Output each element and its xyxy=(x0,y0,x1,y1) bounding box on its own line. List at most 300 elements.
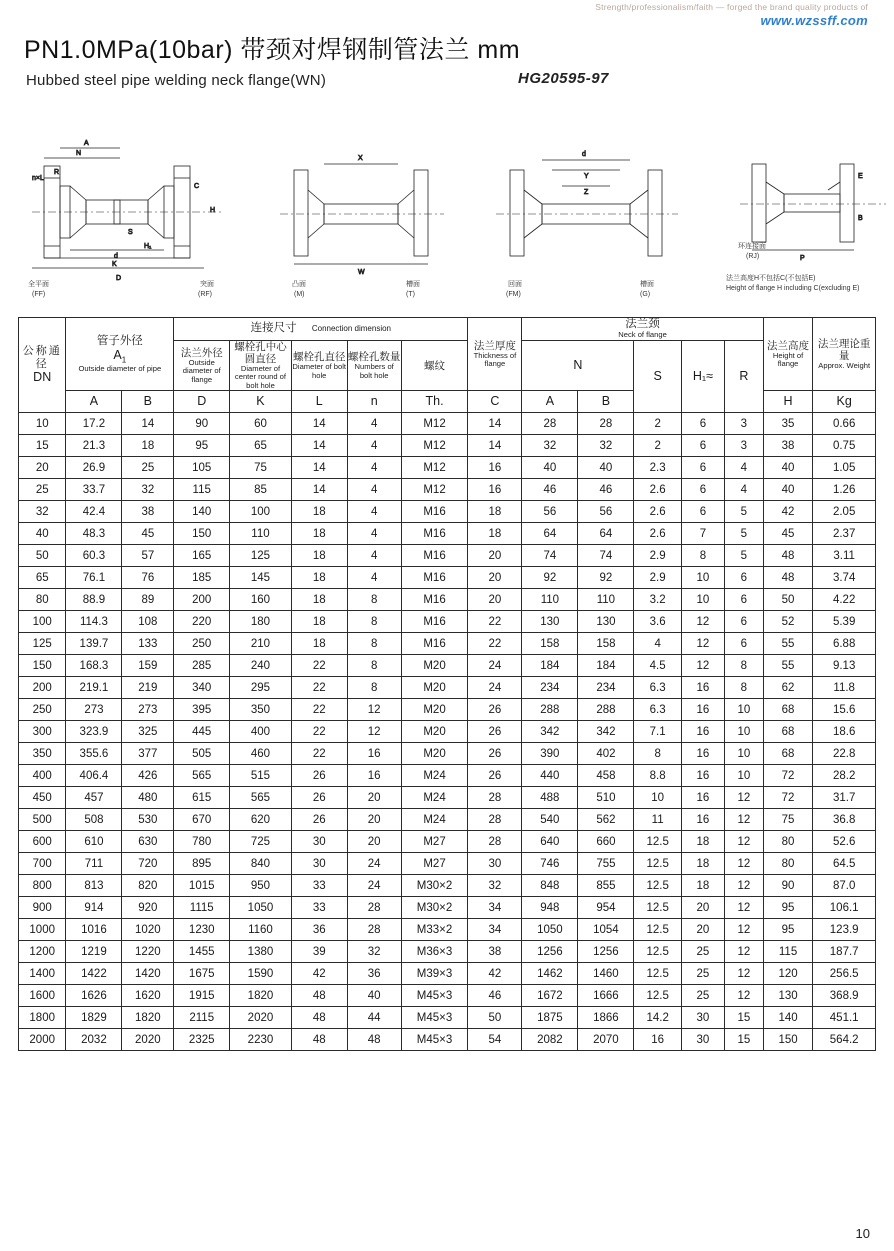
cell-value: 6.88 xyxy=(813,633,876,655)
cell-value: 540 xyxy=(522,809,578,831)
header-bolt-circle-cn: 螺栓孔中心圆直径 xyxy=(234,340,287,365)
page-header xyxy=(18,0,876,30)
cell-value: 52.6 xyxy=(813,831,876,853)
cell-value: 6.3 xyxy=(634,677,681,699)
cell-value: 115 xyxy=(763,941,813,963)
cell-value: 14 xyxy=(122,413,174,435)
cell-dn: 350 xyxy=(19,743,66,765)
cell-value: 4 xyxy=(347,501,401,523)
cell-dn: 100 xyxy=(19,611,66,633)
symbol-c xyxy=(468,391,522,413)
cell-dn: 400 xyxy=(19,765,66,787)
cell-value: 3.6 xyxy=(634,611,681,633)
cell-value: M16 xyxy=(401,545,468,567)
header-thread-cn: 螺纹 xyxy=(424,359,446,372)
cell-value: 32 xyxy=(122,479,174,501)
cell-value: 88.9 xyxy=(66,589,122,611)
header-flange-od-en: Outside diameter of flange xyxy=(182,357,221,384)
table-row xyxy=(19,699,876,721)
cell-value: 325 xyxy=(122,721,174,743)
cell-value: 26 xyxy=(291,765,347,787)
svg-text:Y: Y xyxy=(584,173,589,180)
cell-value: 1422 xyxy=(66,963,122,985)
header-r-sym: R xyxy=(739,368,749,383)
cell-value: 1820 xyxy=(230,985,291,1007)
cell-value: 6 xyxy=(724,633,763,655)
cell-value: 746 xyxy=(522,853,578,875)
cell-value: 210 xyxy=(230,633,291,655)
cell-value: 1829 xyxy=(66,1007,122,1029)
cell-value: 22 xyxy=(468,611,522,633)
cell-value: 25 xyxy=(681,963,724,985)
cell-value: 458 xyxy=(578,765,634,787)
cell-dn: 800 xyxy=(19,875,66,897)
cell-value: 377 xyxy=(122,743,174,765)
symbol-k xyxy=(230,391,291,413)
svg-text:(FF): (FF) xyxy=(32,291,46,298)
cell-value: 68 xyxy=(763,721,813,743)
symbol-n xyxy=(347,391,401,413)
cell-value: 12 xyxy=(724,831,763,853)
cell-value: 40 xyxy=(578,457,634,479)
cell-value: 2325 xyxy=(174,1029,230,1051)
cell-value: 8 xyxy=(681,545,724,567)
cell-dn: 150 xyxy=(19,655,66,677)
header-weight xyxy=(813,318,876,391)
cell-value: 165 xyxy=(174,545,230,567)
cell-value: 24 xyxy=(347,875,401,897)
header-flange-od xyxy=(174,340,230,391)
cell-value: 50 xyxy=(763,589,813,611)
cell-value: 130 xyxy=(763,985,813,1007)
cell-value: 12 xyxy=(724,941,763,963)
cell-value: 8 xyxy=(347,677,401,699)
cell-value: 72 xyxy=(763,787,813,809)
cell-value: 2230 xyxy=(230,1029,291,1051)
table-row xyxy=(19,567,876,589)
cell-value: 42.4 xyxy=(66,501,122,523)
cell-value: 1115 xyxy=(174,897,230,919)
cell-value: 8.8 xyxy=(634,765,681,787)
cell-value: 10 xyxy=(724,765,763,787)
cell-value: 4 xyxy=(634,633,681,655)
cell-value: 840 xyxy=(230,853,291,875)
drawing-fm-g xyxy=(486,108,686,298)
cell-value: 108 xyxy=(122,611,174,633)
cell-value: 18.6 xyxy=(813,721,876,743)
cell-value: 10 xyxy=(634,787,681,809)
cell-value: 4 xyxy=(347,567,401,589)
cell-value: 26 xyxy=(468,721,522,743)
cell-value: 219 xyxy=(122,677,174,699)
cell-value: 16 xyxy=(634,1029,681,1051)
cell-value: 240 xyxy=(230,655,291,677)
cell-value: 12 xyxy=(724,897,763,919)
cell-dn: 1200 xyxy=(19,941,66,963)
cell-value: 44 xyxy=(347,1007,401,1029)
cell-value: M12 xyxy=(401,457,468,479)
cell-value: 288 xyxy=(578,699,634,721)
subtitle-row xyxy=(18,66,876,92)
cell-value: 12.5 xyxy=(634,897,681,919)
cell-value: 855 xyxy=(578,875,634,897)
svg-text:(G): (G) xyxy=(640,291,651,298)
cell-value: M30×2 xyxy=(401,875,468,897)
page-title: PN1.0MPa(10bar) 带颈对焊钢制管法兰 mm xyxy=(24,36,521,64)
cell-value: 1420 xyxy=(122,963,174,985)
cell-value: 20 xyxy=(681,919,724,941)
symbol-a-text: A xyxy=(89,394,99,409)
cell-value: 68 xyxy=(763,743,813,765)
cell-value: 30 xyxy=(681,1029,724,1051)
header-bolt-hole-num-cn: 螺栓孔数量 xyxy=(347,351,401,363)
cell-value: M45×3 xyxy=(401,1007,468,1029)
cell-value: 1220 xyxy=(122,941,174,963)
cell-value: 25 xyxy=(681,941,724,963)
cell-value: 22 xyxy=(468,633,522,655)
cell-value: 75 xyxy=(763,809,813,831)
header-h1-sym: H₁≈ xyxy=(692,368,713,383)
cell-value: 95 xyxy=(174,435,230,457)
cell-value: 48 xyxy=(291,1029,347,1051)
symbol-n-text: n xyxy=(370,394,378,409)
cell-value: 16 xyxy=(468,457,522,479)
cell-value: 1620 xyxy=(122,985,174,1007)
cell-value: 2.6 xyxy=(634,523,681,545)
cell-value: 1675 xyxy=(174,963,230,985)
cell-value: 10 xyxy=(724,721,763,743)
cell-value: M20 xyxy=(401,699,468,721)
cell-value: 234 xyxy=(578,677,634,699)
cell-value: 18 xyxy=(122,435,174,457)
cell-value: 46 xyxy=(578,479,634,501)
cell-value: 22.8 xyxy=(813,743,876,765)
cell-value: 1866 xyxy=(578,1007,634,1029)
cell-value: 159 xyxy=(122,655,174,677)
cell-value: 92 xyxy=(522,567,578,589)
cell-value: 30 xyxy=(681,1007,724,1029)
cell-value: 508 xyxy=(66,809,122,831)
cell-dn: 1600 xyxy=(19,985,66,1007)
symbol-l xyxy=(291,391,347,413)
cell-value: 60.3 xyxy=(66,545,122,567)
cell-value: 28 xyxy=(468,809,522,831)
cell-value: 660 xyxy=(578,831,634,853)
cell-value: 46 xyxy=(522,479,578,501)
header-neck-cn: 法兰颈 xyxy=(625,318,660,330)
symbol-kg xyxy=(813,391,876,413)
cell-value: 2032 xyxy=(66,1029,122,1051)
cell-value: 74 xyxy=(522,545,578,567)
cell-value: 12.5 xyxy=(634,875,681,897)
cell-value: 22 xyxy=(291,743,347,765)
header-neck-en: Neck of flange xyxy=(618,330,667,340)
cell-value: 34 xyxy=(468,919,522,941)
cell-value: 1460 xyxy=(578,963,634,985)
cell-value: 4 xyxy=(347,457,401,479)
cell-value: 3.74 xyxy=(813,567,876,589)
cell-value: 920 xyxy=(122,897,174,919)
cell-value: 12 xyxy=(724,853,763,875)
header-weight-cn: 法兰理论重量 xyxy=(817,337,871,362)
cell-value: 12.5 xyxy=(634,985,681,1007)
header-s xyxy=(634,340,681,413)
cell-value: 145 xyxy=(230,567,291,589)
cell-value: 95 xyxy=(763,897,813,919)
header-dn-sym: DN xyxy=(33,370,52,385)
cell-value: 52 xyxy=(763,611,813,633)
cell-value: 18 xyxy=(291,545,347,567)
table-row xyxy=(19,413,876,435)
cell-value: 2 xyxy=(634,413,681,435)
cell-value: 48.3 xyxy=(66,523,122,545)
cell-value: 1.05 xyxy=(813,457,876,479)
cell-value: 18 xyxy=(291,589,347,611)
cell-value: 630 xyxy=(122,831,174,853)
cell-value: 42 xyxy=(763,501,813,523)
header-dn-cn: 公称通径 xyxy=(22,344,62,370)
cell-value: 30 xyxy=(291,831,347,853)
svg-text:(RJ): (RJ) xyxy=(746,253,760,260)
cell-value: 1462 xyxy=(522,963,578,985)
table-row xyxy=(19,611,876,633)
cell-value: M24 xyxy=(401,765,468,787)
flange-dimensions-table xyxy=(18,317,876,1051)
cell-value: 35 xyxy=(763,413,813,435)
cell-value: 3 xyxy=(724,435,763,457)
table-row xyxy=(19,457,876,479)
cell-value: 395 xyxy=(174,699,230,721)
cell-value: 6 xyxy=(724,589,763,611)
cell-value: 323.9 xyxy=(66,721,122,743)
cell-value: 6.3 xyxy=(634,699,681,721)
header-s-sym: S xyxy=(653,368,662,383)
table-row xyxy=(19,743,876,765)
cell-value: 10 xyxy=(724,699,763,721)
cell-value: 6 xyxy=(681,413,724,435)
cell-value: 14 xyxy=(468,413,522,435)
cell-value: 42 xyxy=(468,963,522,985)
cell-value: 7 xyxy=(681,523,724,545)
cell-value: 130 xyxy=(578,611,634,633)
cell-value: 755 xyxy=(578,853,634,875)
cell-value: 564.2 xyxy=(813,1029,876,1051)
cell-value: 12.5 xyxy=(634,853,681,875)
cell-value: 16 xyxy=(681,699,724,721)
cell-value: 1590 xyxy=(230,963,291,985)
symbol-neck-a xyxy=(522,391,578,413)
header-dn xyxy=(19,318,66,413)
cell-value: 342 xyxy=(578,721,634,743)
cell-value: 406.4 xyxy=(66,765,122,787)
cell-value: 780 xyxy=(174,831,230,853)
symbol-neck-b xyxy=(578,391,634,413)
cell-value: 38 xyxy=(468,941,522,963)
table-row xyxy=(19,963,876,985)
cell-value: 1666 xyxy=(578,985,634,1007)
cell-value: 106.1 xyxy=(813,897,876,919)
cell-value: M20 xyxy=(401,655,468,677)
cell-value: 6 xyxy=(681,501,724,523)
cell-value: 12 xyxy=(681,633,724,655)
svg-text:槽面: 槽面 xyxy=(406,281,420,288)
cell-value: 45 xyxy=(763,523,813,545)
svg-text:P: P xyxy=(800,255,805,262)
technical-drawings xyxy=(18,108,876,303)
cell-value: 12 xyxy=(724,919,763,941)
cell-value: 4 xyxy=(347,435,401,457)
cell-value: 1015 xyxy=(174,875,230,897)
standard-code: HG20595-97 xyxy=(518,70,609,87)
cell-value: 5.39 xyxy=(813,611,876,633)
cell-value: 16 xyxy=(681,765,724,787)
symbol-c-text: C xyxy=(490,394,500,409)
cell-value: 60 xyxy=(230,413,291,435)
svg-text:环连接面: 环连接面 xyxy=(738,243,766,250)
cell-value: 22 xyxy=(291,699,347,721)
table-row xyxy=(19,721,876,743)
svg-text:突面: 突面 xyxy=(200,281,214,288)
cell-value: 288 xyxy=(522,699,578,721)
cell-value: 21.3 xyxy=(66,435,122,457)
cell-value: 89 xyxy=(122,589,174,611)
cell-value: 12.5 xyxy=(634,919,681,941)
cell-value: 48 xyxy=(291,985,347,1007)
cell-value: 11.8 xyxy=(813,677,876,699)
cell-value: 125 xyxy=(230,545,291,567)
svg-text:H₁: H₁ xyxy=(144,243,152,250)
svg-text:(T): (T) xyxy=(406,291,415,298)
cell-value: 4 xyxy=(347,413,401,435)
cell-value: 34 xyxy=(468,897,522,919)
cell-value: 80 xyxy=(763,853,813,875)
cell-value: 32 xyxy=(522,435,578,457)
cell-value: 820 xyxy=(122,875,174,897)
cell-value: 610 xyxy=(66,831,122,853)
cell-value: 565 xyxy=(174,765,230,787)
cell-value: 950 xyxy=(230,875,291,897)
cell-value: 402 xyxy=(578,743,634,765)
table-head xyxy=(19,318,876,413)
cell-value: 90 xyxy=(174,413,230,435)
header-height-cn: 法兰高度 xyxy=(767,339,810,352)
cell-value: 26 xyxy=(291,809,347,831)
cell-value: 48 xyxy=(291,1007,347,1029)
cell-value: 14 xyxy=(291,413,347,435)
cell-value: 350 xyxy=(230,699,291,721)
table-row xyxy=(19,1007,876,1029)
cell-value: 64.5 xyxy=(813,853,876,875)
cell-dn: 20 xyxy=(19,457,66,479)
svg-text:K: K xyxy=(112,261,117,268)
cell-value: 20 xyxy=(468,545,522,567)
cell-value: 562 xyxy=(578,809,634,831)
cell-value: 65 xyxy=(230,435,291,457)
cell-dn: 40 xyxy=(19,523,66,545)
cell-value: 273 xyxy=(122,699,174,721)
cell-value: 74 xyxy=(578,545,634,567)
cell-value: 285 xyxy=(174,655,230,677)
cell-value: M16 xyxy=(401,501,468,523)
cell-value: 33 xyxy=(291,875,347,897)
cell-value: 11 xyxy=(634,809,681,831)
cell-value: 14 xyxy=(468,435,522,457)
header-bolt-circle xyxy=(230,340,291,391)
cell-value: 68 xyxy=(763,699,813,721)
cell-value: 1219 xyxy=(66,941,122,963)
cell-value: 92 xyxy=(578,567,634,589)
cell-value: 2.6 xyxy=(634,501,681,523)
table-row xyxy=(19,985,876,1007)
cell-value: 18 xyxy=(291,567,347,589)
cell-value: 120 xyxy=(763,963,813,985)
cell-value: 2020 xyxy=(122,1029,174,1051)
cell-value: 33 xyxy=(291,897,347,919)
cell-value: 36 xyxy=(291,919,347,941)
cell-value: 200 xyxy=(174,589,230,611)
cell-value: 426 xyxy=(122,765,174,787)
table-row xyxy=(19,1029,876,1051)
cell-value: 110 xyxy=(230,523,291,545)
cell-dn: 700 xyxy=(19,853,66,875)
cell-value: 28 xyxy=(468,787,522,809)
cell-value: 30 xyxy=(468,853,522,875)
cell-value: 36 xyxy=(347,963,401,985)
cell-value: 25 xyxy=(681,985,724,1007)
table-row xyxy=(19,875,876,897)
cell-value: 12 xyxy=(347,699,401,721)
svg-text:N: N xyxy=(76,150,82,157)
cell-value: 220 xyxy=(174,611,230,633)
svg-text:全平面: 全平面 xyxy=(28,281,49,288)
cell-value: 895 xyxy=(174,853,230,875)
cell-value: 1672 xyxy=(522,985,578,1007)
cell-value: 18 xyxy=(681,875,724,897)
cell-value: 160 xyxy=(230,589,291,611)
cell-value: 80 xyxy=(763,831,813,853)
cell-value: M45×3 xyxy=(401,1029,468,1051)
cell-value: 48 xyxy=(763,545,813,567)
cell-value: 16 xyxy=(681,743,724,765)
cell-value: 105 xyxy=(174,457,230,479)
cell-dn: 600 xyxy=(19,831,66,853)
cell-value: 55 xyxy=(763,633,813,655)
cell-dn: 1000 xyxy=(19,919,66,941)
cell-value: 1915 xyxy=(174,985,230,1007)
cell-value: 515 xyxy=(230,765,291,787)
cell-value: 62 xyxy=(763,677,813,699)
cell-dn: 300 xyxy=(19,721,66,743)
cell-value: 615 xyxy=(174,787,230,809)
svg-text:A: A xyxy=(84,140,89,147)
header-connection xyxy=(174,318,468,341)
cell-value: 8 xyxy=(347,611,401,633)
cell-value: 6 xyxy=(681,479,724,501)
symbol-b-text: B xyxy=(143,394,152,409)
symbol-d-text: D xyxy=(197,394,207,409)
cell-value: 813 xyxy=(66,875,122,897)
svg-text:R: R xyxy=(54,169,60,176)
cell-value: 8 xyxy=(347,589,401,611)
svg-text:回面: 回面 xyxy=(508,281,522,288)
cell-value: 256.5 xyxy=(813,963,876,985)
cell-value: 640 xyxy=(522,831,578,853)
header-thickness xyxy=(468,318,522,391)
cell-value: 12 xyxy=(724,787,763,809)
cell-value: 184 xyxy=(578,655,634,677)
cell-value: 460 xyxy=(230,743,291,765)
cell-value: M20 xyxy=(401,721,468,743)
